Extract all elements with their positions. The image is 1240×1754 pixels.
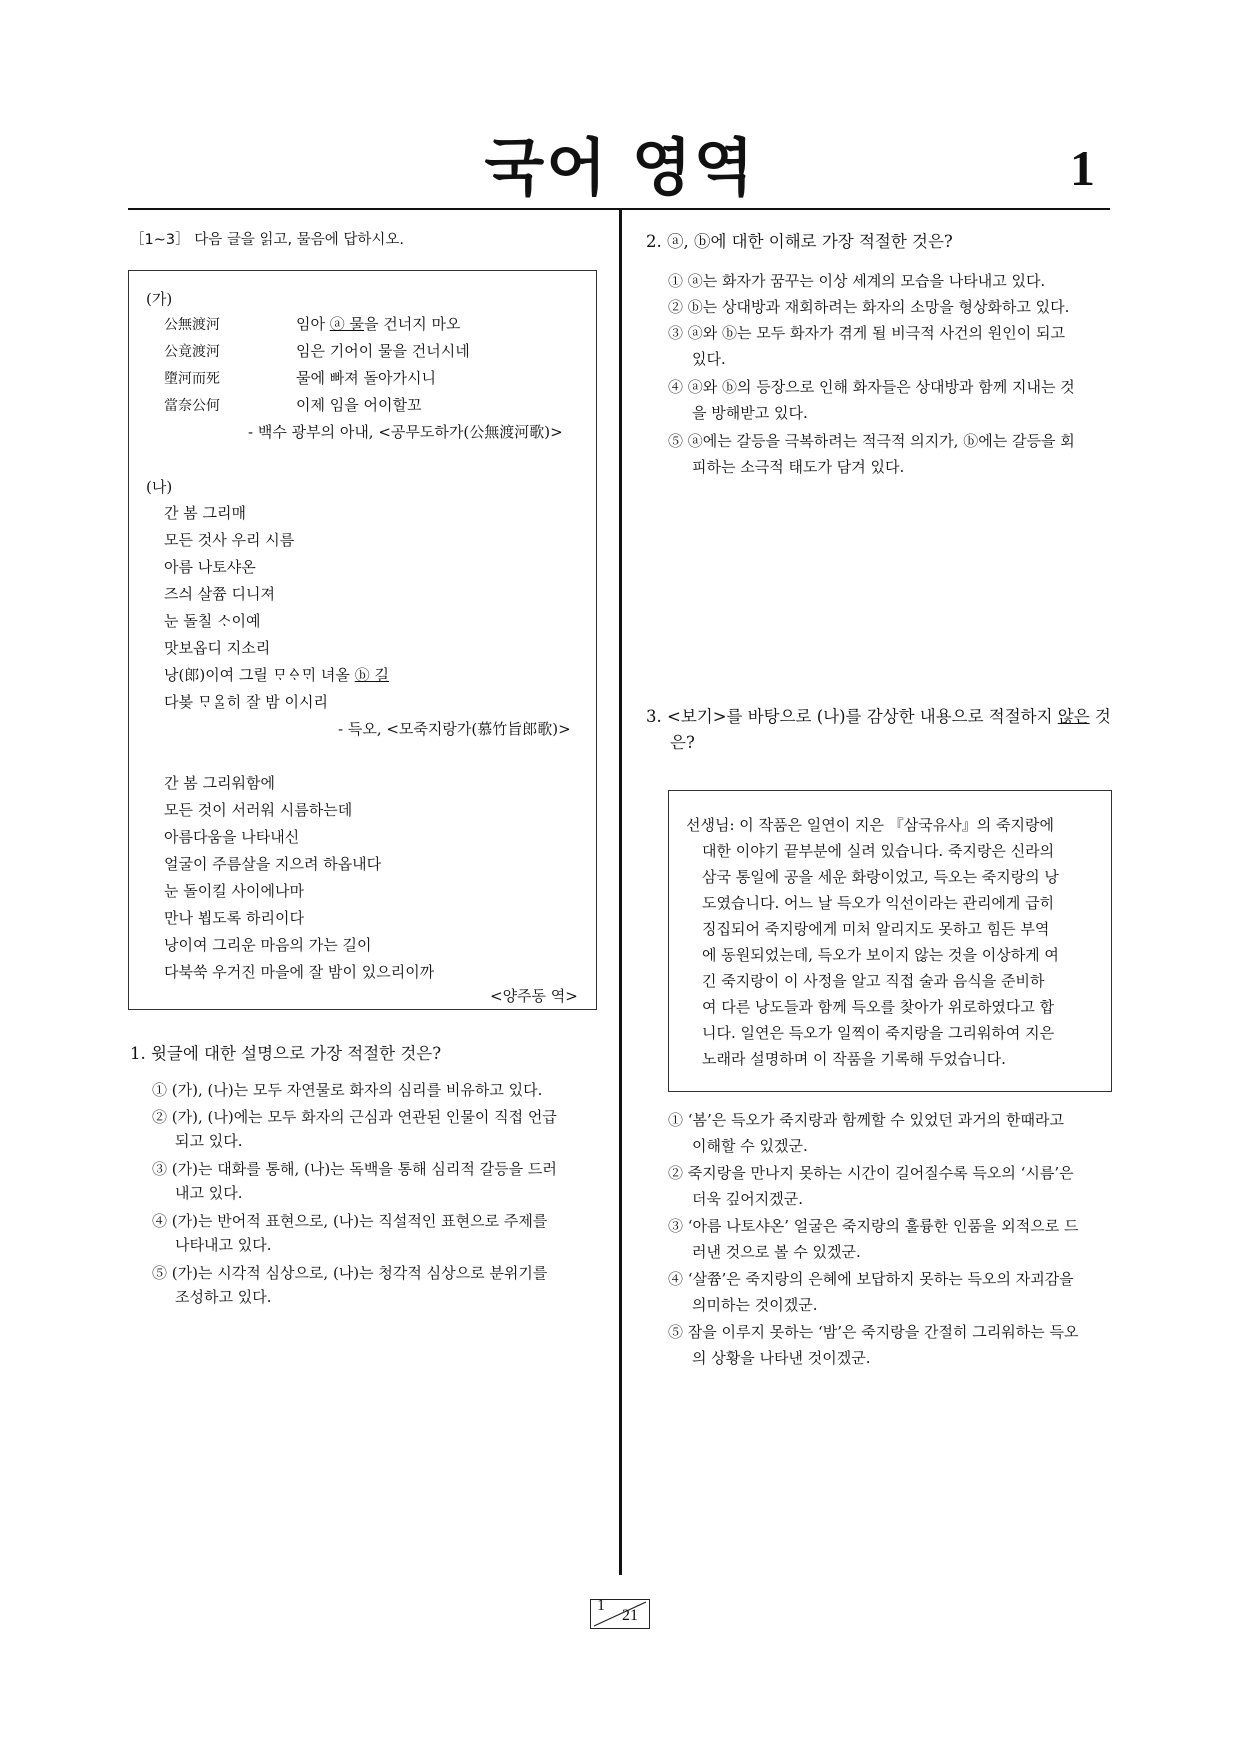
mark-a: ⓐ 물: [329, 315, 365, 333]
poem-line: 임은 기어이 물을 건너시네: [296, 342, 470, 360]
q3-option-2-cont: 더욱 깊어지겠군.: [692, 1190, 803, 1208]
instruction: ［1∼3］ 다음 글을 읽고, 물음에 답하시오.: [130, 232, 404, 248]
page-number: 1: [1070, 140, 1095, 196]
q3-option-1-cont: 이해할 수 있겠군.: [692, 1137, 808, 1155]
bogi-line: 노래라 설명하며 이 작품을 기록해 두었습니다.: [702, 1050, 1006, 1068]
poem-line: 모든 것사 우리 시름: [164, 531, 295, 549]
q1-option-2-cont: 되고 있다.: [175, 1132, 243, 1150]
poem-line: 맛보옵디 지소리: [164, 639, 271, 657]
translator-credit: <양주동 역>: [490, 987, 578, 1005]
bogi-line: 여 다른 낭도들과 함께 득오를 찾아가 위로하였다고 합: [702, 998, 1055, 1016]
bogi-line: [686, 814, 1054, 835]
bogi-speaker: 선생님: [686, 816, 730, 834]
bogi-line: 대한 이야기 끝부분에 실려 있습니다. 죽지랑은 신라의: [702, 842, 1055, 860]
bogi-line: 징집되어 죽지랑에게 미처 알리지도 못하고 힘든 부역: [702, 920, 1050, 938]
q3-stem-text: 3. <보기>를 바탕으로 (나)를 감상한 내용으로 적절하지: [646, 707, 1058, 726]
q3-option-3-cont: 러낸 것으로 볼 수 있겠군.: [692, 1243, 861, 1261]
q2-option-2[interactable]: ② ⓑ는 상대방과 재회하려는 화자의 소망을 형상화하고 있다.: [668, 298, 1070, 316]
q2-option-1[interactable]: ① ⓐ는 화자가 꿈꾸는 이상 세계의 모습을 나타내고 있다.: [668, 272, 1046, 290]
q3-option-2[interactable]: ② 죽지랑을 만나지 못하는 시간이 길어질수록 득오의 ‘시름’은: [668, 1164, 1074, 1182]
q3-option-5[interactable]: ⑤ 잠을 이루지 못하는 ‘밤’은 죽지랑을 간절히 그리워하는 득오: [668, 1323, 1079, 1341]
poem-line: 간 봄 그리워함에: [164, 774, 275, 792]
q2-option-4[interactable]: ④ ⓐ와 ⓑ의 등장으로 인해 화자들은 상대방과 함께 지내는 것: [668, 378, 1075, 396]
poem-text: 을 건너지 마오: [364, 315, 461, 333]
q3-stem-text-end: 것: [1089, 707, 1111, 726]
hanja-line: 墮河而死: [164, 371, 220, 387]
q1-option-1[interactable]: ① (가), (나)는 모두 자연물로 화자의 심리를 비유하고 있다.: [152, 1081, 543, 1099]
page-title: 국어 영역: [484, 131, 756, 204]
poem-line: 눈 돌칠 ᄉᆞ이예: [164, 612, 261, 630]
poem-text: 임아: [296, 315, 330, 333]
poem-line: 이제 임을 어이할꼬: [296, 396, 422, 414]
column-divider: [619, 208, 622, 1575]
q2-option-5-cont: 피하는 소극적 태도가 담겨 있다.: [692, 458, 905, 476]
q3-option-4[interactable]: ④ ‘살쯈’은 죽지랑의 은혜에 보답하지 못하는 득오의 자괴감을: [668, 1270, 1074, 1288]
q3-option-4-cont: 의미하는 것이겠군.: [692, 1296, 818, 1314]
poem-line: 모든 것이 서러워 시름하는데: [164, 801, 353, 819]
poem-line: [296, 313, 461, 334]
poem-line: 즈싀 살쯈 디니져: [164, 585, 275, 603]
bogi-line: 도였습니다. 어느 날 득오가 익선이라는 관리에게 급히: [702, 894, 1055, 912]
question-3-stem-cont: 은?: [670, 733, 695, 752]
q1-option-5-cont: 조성하고 있다.: [175, 1288, 272, 1306]
q3-option-3[interactable]: ③ ‘아름 나토샤온’ 얼굴은 죽지랑의 훌륭한 인품을 외적으로 드: [668, 1217, 1079, 1235]
q3-option-1[interactable]: ① ‘봄’은 득오가 죽지랑과 함께할 수 있었던 과거의 한때라고: [668, 1111, 1064, 1129]
question-2-stem: 2. ⓐ, ⓑ에 대한 이해로 가장 적절한 것은?: [646, 232, 953, 251]
q3-option-5-cont: 의 상황을 나타낸 것이겠군.: [692, 1349, 871, 1367]
question-1-stem: 1. 윗글에 대한 설명으로 가장 적절한 것은?: [130, 1044, 442, 1063]
q2-option-4-cont: 을 방해받고 있다.: [692, 404, 808, 422]
q1-option-3[interactable]: ③ (가)는 대화를 통해, (나)는 독백을 통해 심리적 갈등을 드러: [152, 1160, 557, 1178]
poem-text: 낭(郎)이여 그릴 ᄆᆞᅀᆞᄆᆡ 녀올: [164, 666, 355, 684]
question-3-stem: [646, 703, 1111, 727]
passage-na-label: (나): [146, 478, 173, 496]
poem-line: [164, 664, 389, 685]
q2-option-5[interactable]: ⑤ ⓐ에는 갈등을 극복하려는 적극적 의지가, ⓑ에는 갈등을 회: [668, 432, 1075, 450]
hanja-line: 當奈公何: [164, 398, 220, 414]
q1-option-5[interactable]: ⑤ (가)는 시각적 심상으로, (나)는 청각적 심상으로 분위기를: [152, 1264, 548, 1282]
bogi-line: 니다. 일연은 득오가 일찍이 죽지랑을 그리워하여 지은: [702, 1024, 1055, 1042]
mark-b: ⓑ 길: [354, 666, 389, 684]
hanja-line: 公竟渡河: [164, 344, 220, 360]
poem-line: 간 봄 그리매: [164, 504, 246, 522]
poem-line: 다북쑥 우거진 마을에 잘 밤이 있으리이까: [164, 963, 435, 981]
bogi-text: : 이 작품은 일연이 지은 『삼국유사』의 죽지랑에: [729, 816, 1054, 834]
hanja-line: 公無渡河: [164, 317, 220, 333]
poem-line: 눈 돌이킬 사이에나마: [164, 882, 304, 900]
q3-stem-emphasis: 않은: [1057, 707, 1090, 726]
poem-line: 낭이여 그리운 마음의 가는 길이: [164, 936, 372, 954]
q1-option-2[interactable]: ② (가), (나)에는 모두 화자의 근심과 연관된 인물이 직접 언급: [152, 1108, 557, 1126]
poem-line: 아름다움을 나타내신: [164, 828, 300, 846]
passage-ga-source: - 백수 광부의 아내, <공무도하가(公無渡河歌)>: [248, 423, 563, 441]
poem-line: 물에 빠져 돌아가시니: [296, 369, 436, 387]
q2-option-3[interactable]: ③ ⓐ와 ⓑ는 모두 화자가 겪게 될 비극적 사건의 원인이 되고: [668, 324, 1065, 342]
page-total: 21: [622, 1607, 638, 1624]
page-current: 1: [597, 1597, 605, 1614]
poem-line: 다봊 ᄆᆞᄋᆞᆯ히 잘 밤 이시리: [164, 693, 328, 711]
q1-option-4[interactable]: ④ (가)는 반어적 표현으로, (나)는 직설적인 표현으로 주제를: [152, 1212, 548, 1230]
q2-option-3-cont: 있다.: [692, 350, 726, 368]
q1-option-4-cont: 나타내고 있다.: [175, 1236, 272, 1254]
passage-na-source: - 득오, <모죽지랑가(慕竹旨郎歌)>: [338, 720, 571, 738]
bogi-box: [668, 790, 1112, 1092]
poem-line: 얼굴이 주름살을 지으려 하옵내다: [164, 855, 382, 873]
poem-line: 만나 뵙도록 하리이다: [164, 909, 304, 927]
q1-option-3-cont: 내고 있다.: [175, 1184, 243, 1202]
poem-line: 아름 나토샤온: [164, 558, 256, 576]
passage-ga-label: (가): [146, 290, 173, 308]
bogi-line: 삼국 통일에 공을 세운 화랑이었고, 득오는 죽지랑의 낭: [702, 868, 1059, 886]
bogi-line: 긴 죽지랑이 이 사정을 알고 직접 술과 음식을 준비하: [702, 972, 1045, 990]
bogi-line: 에 동원되었는데, 득오가 보이지 않는 것을 이상하게 여: [702, 946, 1059, 964]
